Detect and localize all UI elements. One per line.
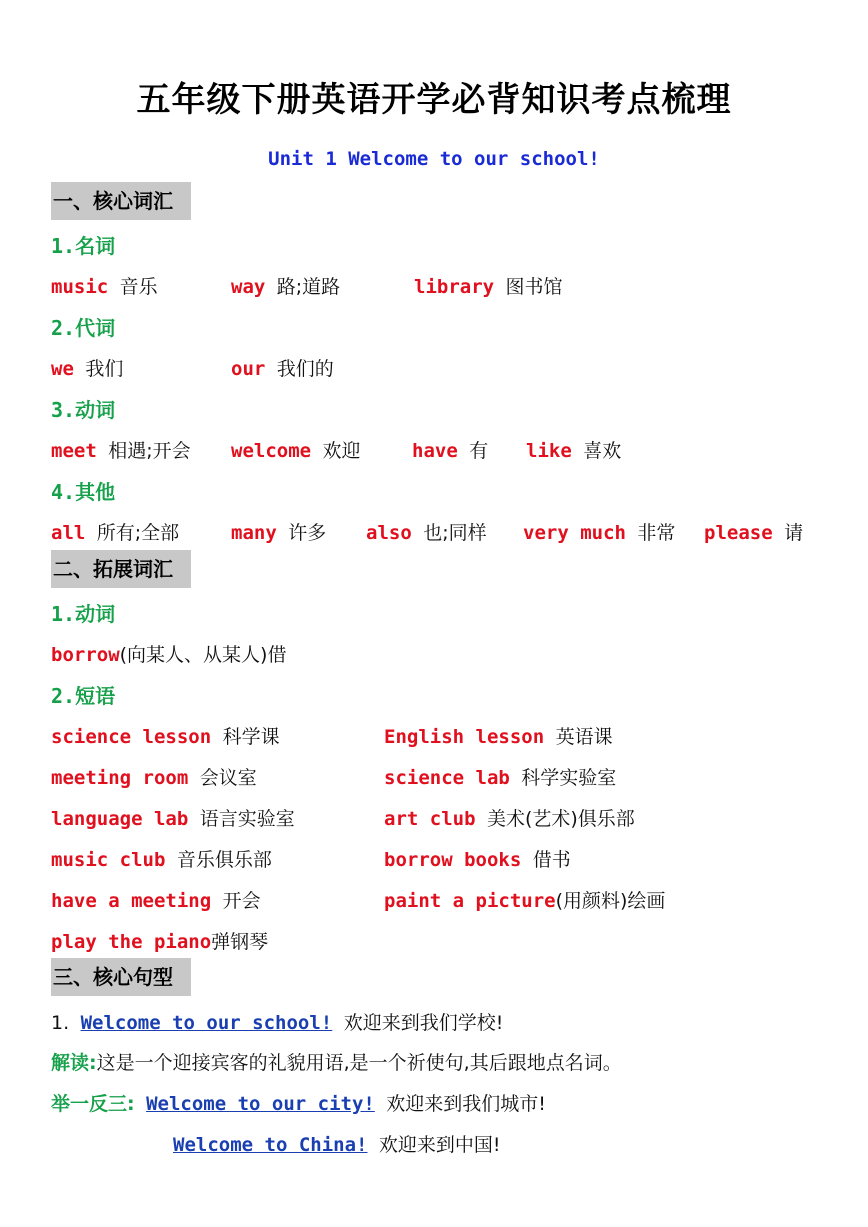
- phrase-item: have a meeting 开会: [51, 890, 261, 912]
- vocab-item: we 我们: [51, 358, 124, 380]
- category-phrase: 2.短语: [51, 684, 116, 708]
- section-core-vocab: 一、核心词汇: [51, 182, 191, 220]
- phrase-item: meeting room 会议室: [51, 767, 257, 789]
- vocab-item: borrow(向某人、从某人)借: [51, 644, 287, 666]
- vocab-item: have 有: [412, 440, 489, 462]
- vocab-item: like 喜欢: [526, 440, 622, 462]
- example-2-chinese: 欢迎来到中国!: [378, 1134, 501, 1156]
- vocab-item: our 我们的: [231, 358, 334, 380]
- phrase-item: art club 美术(艺术)俱乐部: [384, 808, 635, 830]
- phrase-item: play the piano弹钢琴: [51, 931, 269, 953]
- sentence-1-chinese: 欢迎来到我们学校!: [343, 1012, 504, 1034]
- phrase-item: borrow books 借书: [384, 849, 571, 871]
- sentence-1: 1. Welcome to our school! 欢迎来到我们学校!: [51, 1012, 504, 1034]
- extension-example-1: [51, 1089, 546, 1116]
- category-verb: 1.动词: [51, 602, 116, 626]
- vocab-item: meet 相遇;开会: [51, 440, 191, 462]
- extension-label: 举一反三:: [51, 1093, 135, 1115]
- vocab-item: many 许多: [231, 522, 327, 544]
- example-2-english: Welcome to China!: [173, 1134, 368, 1156]
- phrase-item: music club 音乐俱乐部: [51, 849, 272, 871]
- vocab-item: music 音乐: [51, 276, 158, 298]
- vocab-item: way 路;道路: [231, 276, 341, 298]
- vocab-item: also 也;同样: [366, 522, 487, 544]
- extension-example-2: [173, 1130, 501, 1157]
- vocab-item: all 所有;全部: [51, 522, 180, 544]
- explanation: [51, 1048, 622, 1075]
- explanation-label: 解读:: [51, 1052, 97, 1074]
- page-title: 五年级下册英语开学必背知识考点梳理: [136, 80, 732, 120]
- explanation-text: 这是一个迎接宾客的礼貌用语,是一个祈使句,其后跟地点名词。: [96, 1052, 622, 1074]
- unit-heading: Unit 1 Welcome to our school!: [268, 148, 600, 170]
- vocab-item: very much 非常: [523, 522, 676, 544]
- vocab-item: welcome 欢迎: [231, 440, 361, 462]
- category-pronoun: 2.代词: [51, 316, 116, 340]
- section-core-sentences: 三、核心句型: [51, 958, 191, 996]
- phrase-item: language lab 语言实验室: [51, 808, 295, 830]
- example-1-chinese: 欢迎来到我们城市!: [386, 1093, 546, 1115]
- phrase-item: science lesson 科学课: [51, 726, 280, 748]
- phrase-item: English lesson 英语课: [384, 726, 613, 748]
- category-noun: 1.名词: [51, 234, 116, 258]
- example-1-english: Welcome to our city!: [146, 1093, 375, 1115]
- phrase-item: science lab 科学实验室: [384, 767, 617, 789]
- phrase-item: paint a picture(用颜料)绘画: [384, 890, 666, 912]
- vocab-item: please 请: [704, 522, 804, 544]
- category-verb: 3.动词: [51, 398, 116, 422]
- section-ext-vocab: 二、拓展词汇: [51, 550, 191, 588]
- sentence-1-english: Welcome to our school!: [80, 1012, 333, 1034]
- category-other: 4.其他: [51, 480, 116, 504]
- vocab-item: library 图书馆: [414, 276, 563, 298]
